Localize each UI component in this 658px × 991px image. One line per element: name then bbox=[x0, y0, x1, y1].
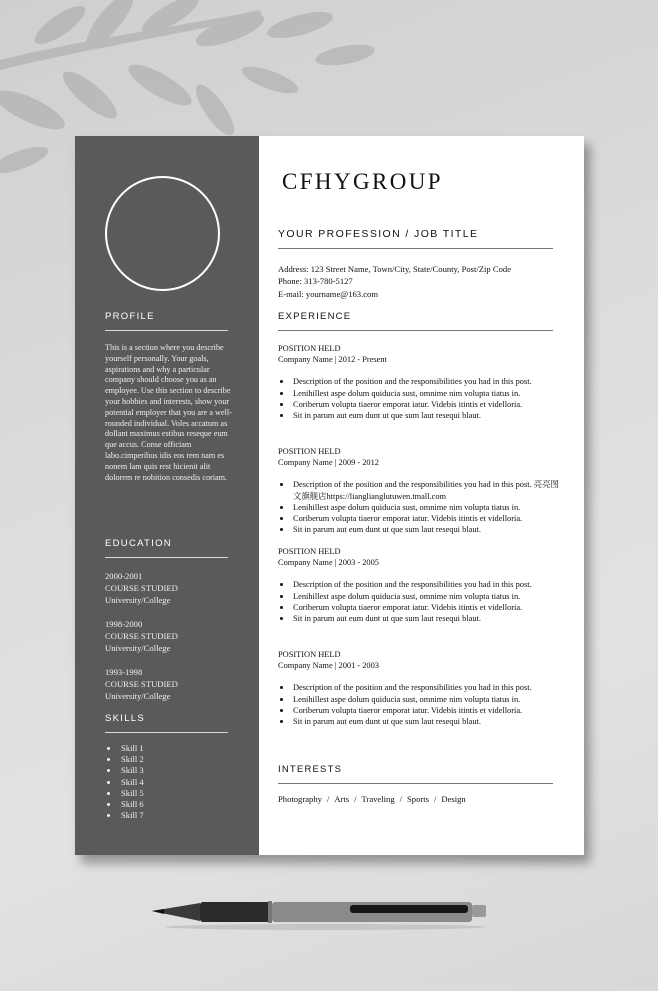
position-title: POSITION HELD bbox=[278, 547, 341, 556]
skill-item: Skill 4 bbox=[105, 777, 225, 788]
job-title: YOUR PROFESSION / JOB TITLE bbox=[278, 228, 553, 249]
interest-item: Sports bbox=[407, 794, 429, 804]
responsibility-item: Lenihillest aspe dolum quiducia sust, omnime nim volupta tiatus in. bbox=[278, 502, 560, 513]
responsibility-item: Sit in parum aut eum dunt ut que sum laut resequi blaut. bbox=[278, 410, 560, 421]
responsibility-list bbox=[278, 682, 560, 727]
contact-info bbox=[278, 263, 558, 300]
education-school: University/College bbox=[105, 595, 171, 606]
education-years: 2000-2001 bbox=[105, 571, 143, 581]
position-title: POSITION HELD bbox=[278, 344, 341, 353]
contact-email: E-mail: yourname@163.com bbox=[278, 288, 379, 299]
education-years: 1993-1998 bbox=[105, 667, 143, 677]
company-dates: Company Name | 2003 - 2005 bbox=[278, 558, 379, 568]
position-title: POSITION HELD bbox=[278, 650, 341, 659]
responsibility-item: Lenihillest aspe dolum quiducia sust, omnime nim volupta tiatus in. bbox=[278, 694, 560, 705]
skill-item: Skill 2 bbox=[105, 754, 225, 765]
education-course: COURSE STUDIED bbox=[105, 583, 178, 594]
responsibility-list bbox=[278, 376, 560, 421]
responsibility-list bbox=[278, 479, 560, 535]
resume-page bbox=[75, 136, 584, 855]
education-years: 1998-2000 bbox=[105, 619, 143, 629]
responsibility-item: Sit in parum aut eum dunt ut que sum laut resequi blaut. bbox=[278, 613, 560, 624]
responsibility-item: Coriberum volupta tiaeror emporat iatur. Videbis itintis et videlloria. bbox=[278, 602, 560, 613]
experience-entry bbox=[278, 446, 560, 535]
education-heading: EDUCATION bbox=[105, 538, 228, 558]
responsibility-item: Description of the position and the responsibilities you had in this post. bbox=[278, 376, 560, 387]
responsibility-item: Lenihillest aspe dolum quiducia sust, omnime nim volupta tiatus in. bbox=[278, 591, 560, 602]
experience-entry bbox=[278, 343, 560, 421]
skill-item: Skill 3 bbox=[105, 765, 225, 776]
skill-item: Skill 7 bbox=[105, 810, 225, 821]
skill-item: Skill 1 bbox=[105, 743, 225, 754]
interest-item: Photography bbox=[278, 794, 322, 804]
responsibility-list bbox=[278, 579, 560, 624]
experience-entry bbox=[278, 649, 560, 727]
responsibility-item: Description of the position and the responsibilities you had in this post. bbox=[278, 682, 560, 693]
responsibility-item: Sit in parum aut eum dunt ut que sum laut resequi blaut. bbox=[278, 524, 560, 535]
interest-item: Traveling bbox=[361, 794, 395, 804]
skills-heading: SKILLS bbox=[105, 713, 228, 733]
responsibility-item: Coriberum volupta tiaeror emporat iatur. Videbis itintis et videlloria. bbox=[278, 399, 560, 410]
responsibility-item: Coriberum volupta tiaeror emporat iatur. Videbis itintis et videlloria. bbox=[278, 513, 560, 524]
profile-heading: PROFILE bbox=[105, 311, 228, 331]
education-school: University/College bbox=[105, 643, 171, 654]
education-course: COURSE STUDIED bbox=[105, 631, 178, 642]
profile-text: This is a section where you describe yourself personally. Your goals, aspirations and why a particular company should choose you as an employee. Use this section to describe your hobbies and interests, show your potential employer that you are a well-rounded individual. Voles accatum as dollant maximus estibus reseque eum que accus. Conse officiam labo.cimperibus idis eos rem nam es nonem lam quis rest hicienit alit dolorem re nobition consedis coriam. bbox=[105, 343, 232, 482]
responsibility-item: Sit in parum aut eum dunt ut que sum laut resequi blaut. bbox=[278, 716, 560, 727]
responsibility-item: Coriberum volupta tiaeror emporat iatur. Videbis itintis et videlloria. bbox=[278, 705, 560, 716]
interest-item: Arts bbox=[334, 794, 350, 804]
education-course: COURSE STUDIED bbox=[105, 679, 178, 690]
contact-phone: Phone: 313-780-5127 bbox=[278, 276, 353, 287]
company-dates: Company Name | 2001 - 2003 bbox=[278, 661, 379, 671]
responsibility-item: Description of the position and the responsibilities you had in this post. 亮亮图文旗舰店https://lianglianglutuwen.tmall.com bbox=[278, 479, 560, 501]
interests-list: Photography / Arts / Traveling / Sports / Design bbox=[278, 794, 466, 804]
education-entry bbox=[105, 618, 233, 655]
skill-item: Skill 6 bbox=[105, 799, 225, 810]
skill-item: Skill 5 bbox=[105, 788, 225, 799]
position-title: POSITION HELD bbox=[278, 447, 341, 456]
education-school: University/College bbox=[105, 691, 171, 702]
education-entry bbox=[105, 570, 233, 607]
interest-item: Design bbox=[441, 794, 466, 804]
company-dates: Company Name | 2012 - Present bbox=[278, 355, 387, 365]
profile-photo-placeholder bbox=[105, 176, 220, 291]
responsibility-item: Description of the position and the responsibilities you had in this post. bbox=[278, 579, 560, 590]
contact-address: Address: 123 Street Name, Town/City, State/County, Post/Zip Code bbox=[278, 264, 512, 274]
experience-heading: EXPERIENCE bbox=[278, 311, 553, 331]
company-dates: Company Name | 2009 - 2012 bbox=[278, 458, 379, 468]
pen-decoration bbox=[150, 897, 490, 931]
candidate-name: CFHYGROUP bbox=[282, 169, 443, 194]
skills-list bbox=[105, 743, 225, 821]
responsibility-item: Lenihillest aspe dolum quiducia sust, omnime nim volupta tiatus in. bbox=[278, 388, 560, 399]
resume-sidebar bbox=[75, 136, 259, 855]
education-entry bbox=[105, 666, 233, 703]
experience-entry bbox=[278, 546, 560, 624]
interests-heading: INTERESTS bbox=[278, 764, 553, 784]
resume-main bbox=[278, 136, 559, 855]
